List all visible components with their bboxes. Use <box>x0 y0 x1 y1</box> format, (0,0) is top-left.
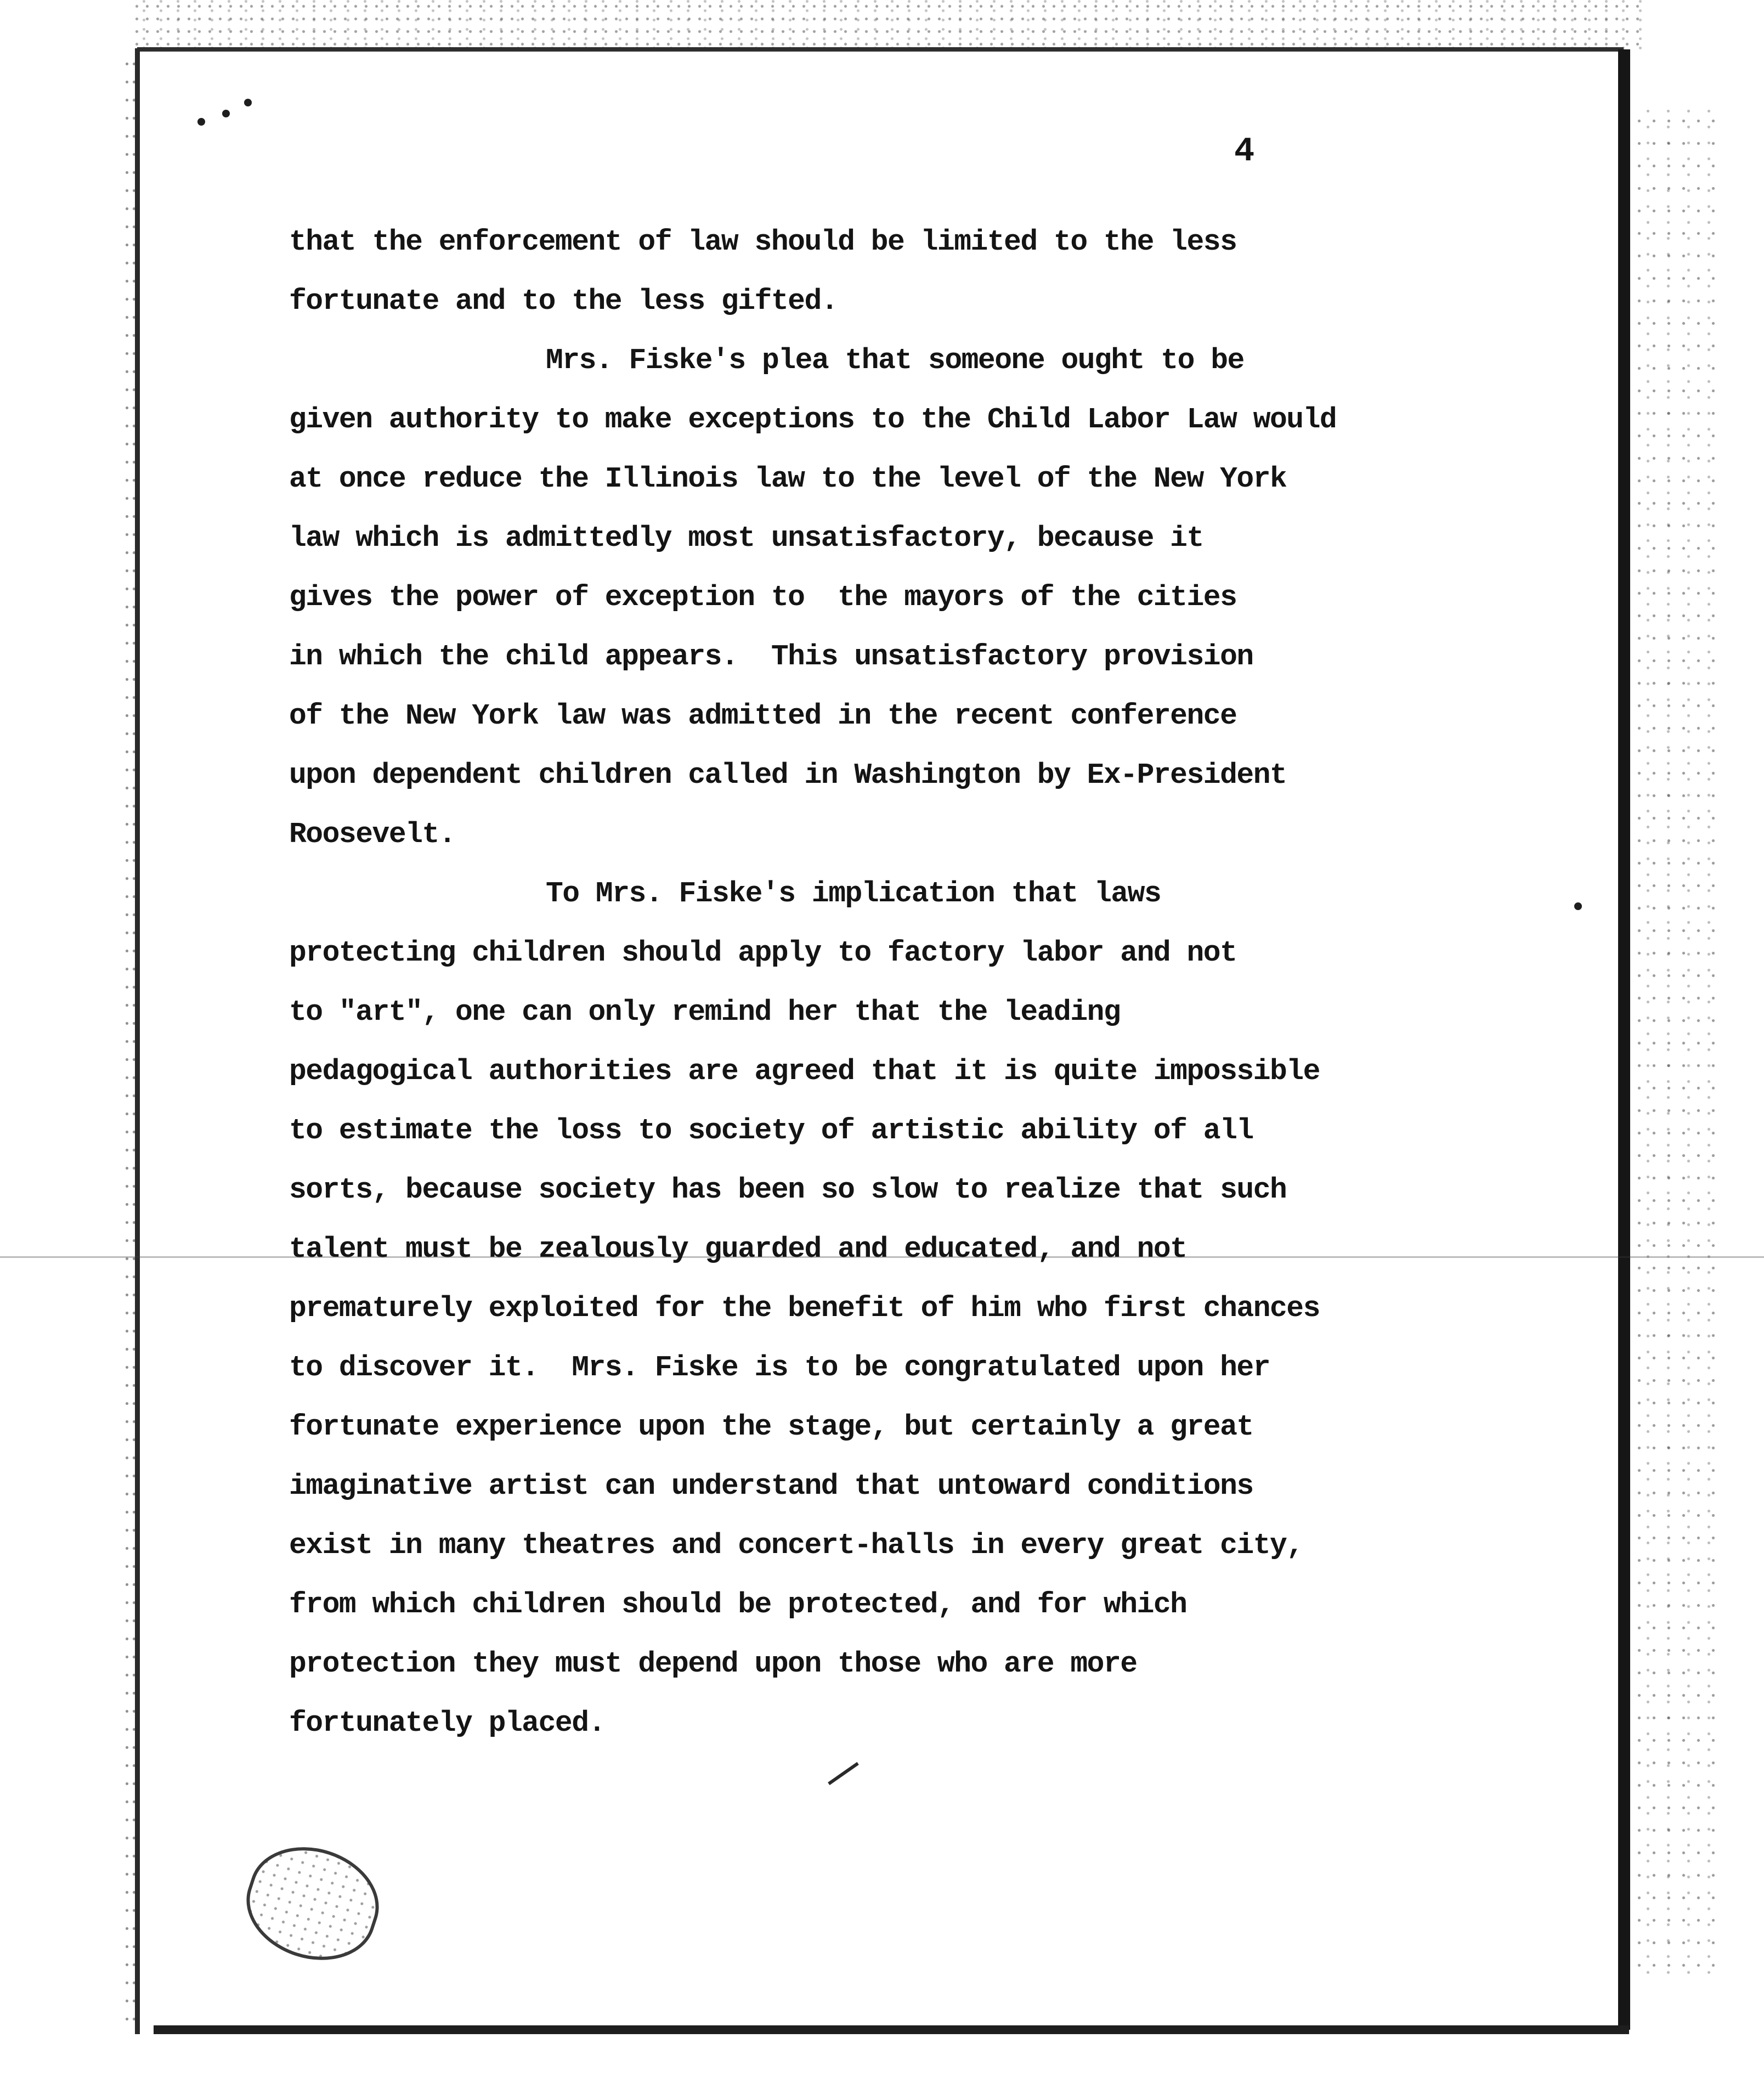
page-number: 4 <box>1234 132 1255 171</box>
body-line: sorts, because society has been so slow to realize that such <box>289 1173 1287 1206</box>
body-line: of the New York law was admitted in the recent conference <box>289 699 1237 732</box>
body-line: protecting children should apply to factory labor and not <box>289 936 1237 969</box>
page-border-top <box>137 47 1624 52</box>
body-line: from which children should be protected, and for which <box>289 1588 1187 1621</box>
body-line: To Mrs. Fiske's implication that laws <box>546 877 1161 910</box>
ink-mark <box>828 1762 859 1785</box>
ink-dot <box>222 110 230 117</box>
body-line: law which is admittedly most unsatisfactory, because it <box>289 522 1203 555</box>
body-line: that the enforcement of law should be limited to the less <box>289 225 1237 258</box>
body-line: Mrs. Fiske's plea that someone ought to be <box>546 344 1244 377</box>
archive-stamp <box>233 1831 392 1976</box>
body-line: to "art", one can only remind her that the leading <box>289 996 1121 1029</box>
body-line: Roosevelt. <box>289 818 456 851</box>
body-line: upon dependent children called in Washington by Ex-President <box>289 759 1287 792</box>
body-line: pedagogical authorities are agreed that it is quite impossible <box>289 1055 1320 1088</box>
scan-edge-top <box>132 0 1646 52</box>
page-border-bottom <box>154 2025 1629 2034</box>
page-border-right <box>1618 49 1630 2030</box>
body-line: to discover it. Mrs. Fiske is to be congratulated upon her <box>289 1351 1270 1384</box>
ink-dot <box>244 99 252 106</box>
page-border-left <box>135 48 140 2034</box>
body-line: exist in many theatres and concert-halls in every great city, <box>289 1529 1303 1562</box>
body-line: at once reduce the Illinois law to the level of the New York <box>289 462 1287 495</box>
body-line: prematurely exploited for the benefit of him who first chances <box>289 1292 1320 1325</box>
body-line: fortunately placed. <box>289 1707 605 1740</box>
body-line: in which the child appears. This unsatisfactory provision <box>289 640 1253 673</box>
ink-dot <box>1574 902 1582 910</box>
scan-edge-right <box>1632 110 1720 1975</box>
body-line: talent must be zealously guarded and educated, and not <box>289 1233 1187 1266</box>
body-line: fortunate experience upon the stage, but certainly a great <box>289 1410 1253 1443</box>
body-line: gives the power of exception to the mayors of the cities <box>289 581 1237 614</box>
ink-dot <box>197 118 205 126</box>
body-line: protection they must depend upon those who are more <box>289 1647 1137 1680</box>
body-line: given authority to make exceptions to the Child Labor Law would <box>289 403 1337 436</box>
body-line: imaginative artist can understand that untoward conditions <box>289 1470 1253 1503</box>
body-line: to estimate the loss to society of artistic ability of all <box>289 1114 1253 1147</box>
body-line: fortunate and to the less gifted. <box>289 285 838 318</box>
